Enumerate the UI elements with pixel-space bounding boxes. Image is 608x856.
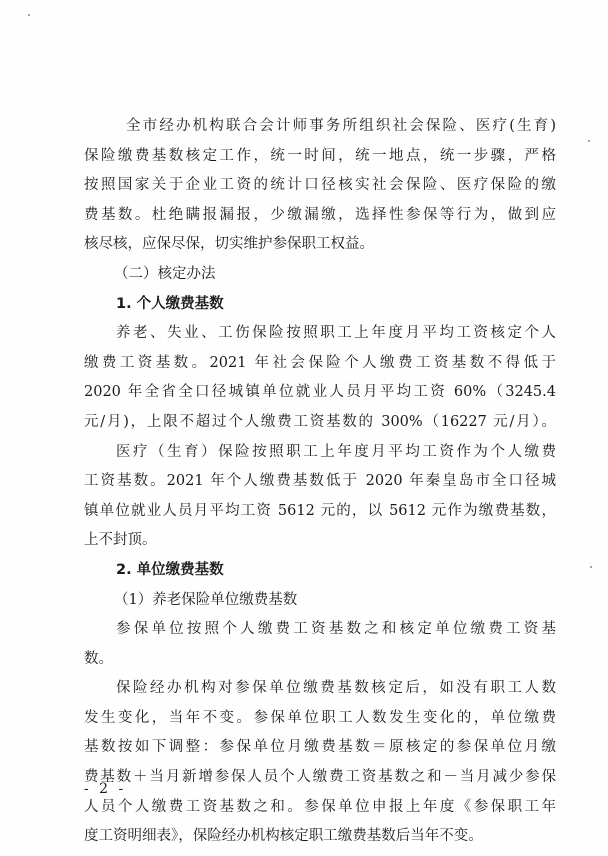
text-line: 数。 [84, 650, 113, 667]
text-line: 费基数＋当月新增参保人员个人缴费工资基数之和－当月减少参保 [84, 769, 556, 786]
text-line: 工资基数。2021 年个人缴费基数低于 2020 年秦皇岛市全口径城 [84, 473, 556, 490]
text-line: 缴费工资基数。2021 年社会保险个人缴费工资基数不得低于 [84, 354, 556, 371]
text-line: 按照国家关于企业工资的统计口径核实社会保险、医疗保险的缴 [84, 177, 556, 194]
text-line: 保险经办机构对参保单位缴费基数核定后，如没有职工人数 [116, 680, 556, 697]
text-line: 参保单位按照个人缴费工资基数之和核定单位缴费工资基 [116, 621, 556, 638]
text-line: 元/月)，上限不超过个人缴费工资基数的 300%（16227 元/月）。 [84, 413, 556, 430]
text-line: 上不封顶。 [84, 532, 157, 549]
section-heading: （二）核定办法 [114, 265, 216, 282]
scan-speck [590, 566, 592, 568]
scan-speck [588, 140, 590, 142]
text-line: 全市经办机构联合会计师事务所组织社会保险、医疗(生育) [126, 118, 556, 134]
text-line: 人员个人缴费工资基数之和。参保单位申报上年度《参保职工年 [84, 798, 556, 815]
text-line: 2020 年全省全口径城镇单位就业人员月平均工资 60%（3245.4 [84, 384, 556, 401]
text-line: 发生变化，当年不变。参保单位职工人数发生变化的，单位缴费 [84, 709, 556, 726]
text-line: 医疗（生育）保险按照职工上年度月平均工资作为个人缴费 [116, 443, 556, 460]
text-line: 度工资明细表》，保险经办机构核定职工缴费基数后当年不变。 [84, 828, 483, 845]
document-body [84, 112, 556, 852]
scan-speck [28, 14, 30, 16]
text-line: 基数按如下调整：参保单位月缴费基数＝原核定的参保单位月缴 [84, 739, 556, 756]
text-line: 核尽核，应保尽保，切实维护参保职工权益。 [84, 236, 374, 253]
subsection-heading: 2. 单位缴费基数 [116, 561, 224, 578]
subsection-heading: 1. 个人缴费基数 [116, 295, 224, 312]
text-line: 养老、失业、工伤保险按照职工上年度月平均工资核定个人 [116, 325, 556, 342]
text-line: 保险缴费基数核定工作，统一时间，统一地点，统一步骤，严格 [84, 147, 556, 164]
text-line: 费基数。杜绝瞒报漏报，少缴漏缴，选择性参保等行为，做到应 [84, 206, 556, 223]
text-line: 镇单位就业人员月平均工资 5612 元的，以 5612 元作为缴费基数， [84, 502, 556, 519]
item-heading: （1）养老保险单位缴费基数 [114, 591, 298, 608]
page-number: - 2 - [84, 781, 127, 797]
